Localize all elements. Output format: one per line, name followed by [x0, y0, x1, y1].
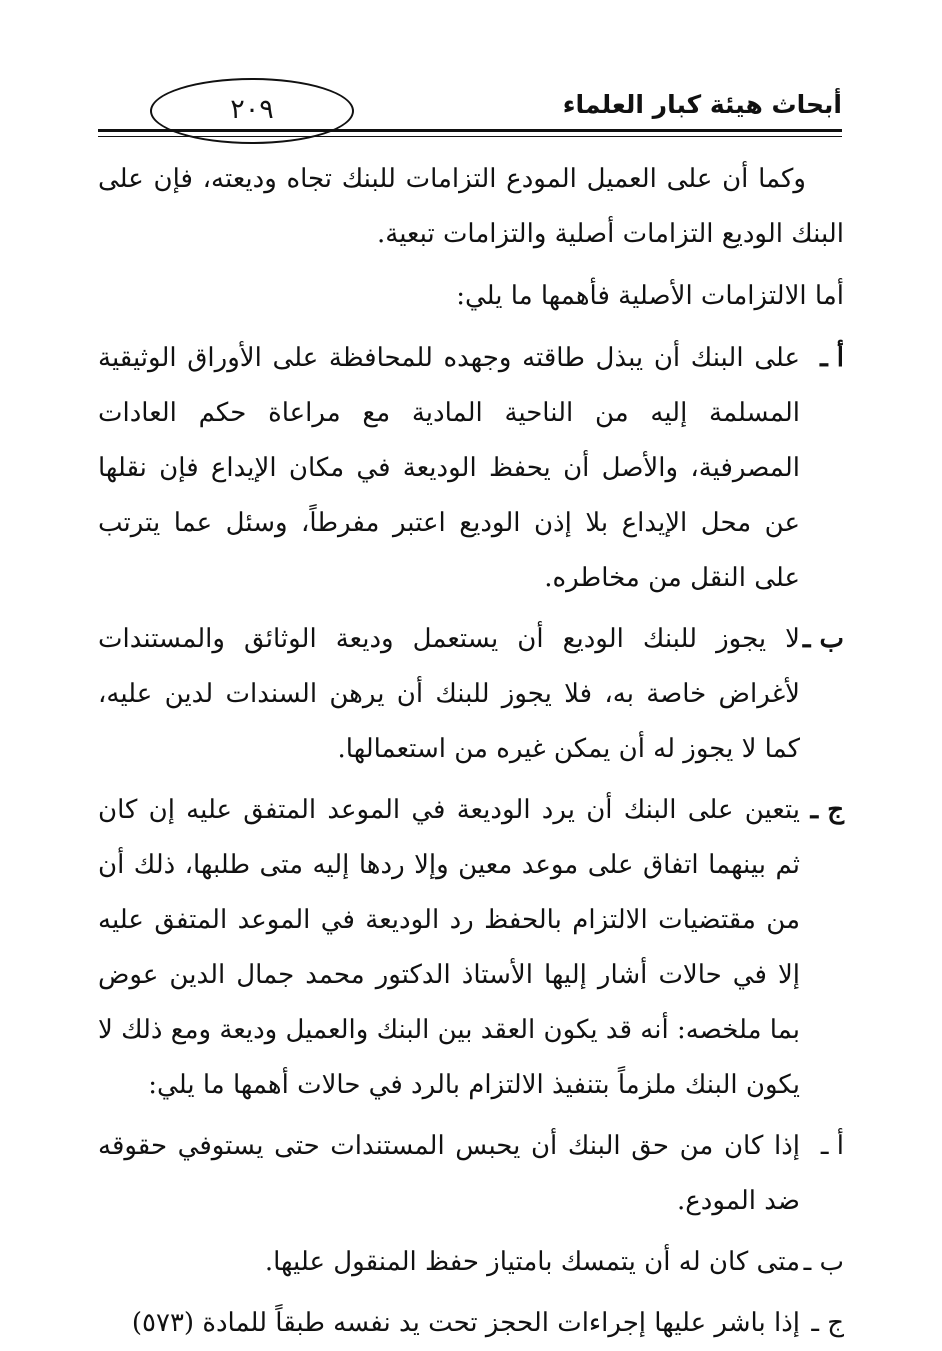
item-label: أ ـ — [820, 343, 844, 373]
item-text: لا يجوز للبنك الوديع أن يستعمل وديعة الوثائق والمستندات لأغراض خاصة به، فلا يجوز للبنك أن يرهن السندات لدين عليه، كما لا يجوز له أن يمكن غيره من استعمالها. — [98, 624, 800, 764]
page-header — [98, 72, 842, 152]
item-text: على البنك أن يبذل طاقته وجهده للمحافظة على الأوراق الوثيقية المسلمة إليه من الناحية المادية مع مراعاة حكم العادات المصرفية، والأصل أن يحفظ الوديعة في مكان الإيداع فإن نقلها عن محل الإيداع بلا إذن الوديع اعتبر مفرطاً، وسئل عما يترتب على النقل من مخاطره. — [98, 343, 800, 593]
running-title: أبحاث هيئة كبار العلماء — [562, 90, 842, 119]
subitem-text: إذا باشر عليها إجراءات الحجز تحت يد نفسه طبقاً للمادة (٥٧٣) — [131, 1308, 800, 1338]
subitem-text: متى كان له أن يتمسك بامتياز حفظ المنقول عليها. — [264, 1247, 800, 1277]
list-item — [98, 612, 844, 777]
subitem-text: إذا كان من حق البنك أن يحبس المستندات حتى يستوفي حقوقه ضد المودع. — [98, 1131, 800, 1216]
page-number: ٢٠٩ — [150, 78, 354, 144]
sub-list-item — [98, 1119, 844, 1229]
subitem-label: أ ـ — [820, 1131, 844, 1161]
item-label: ب ـ — [802, 624, 844, 654]
body-text — [98, 152, 844, 1351]
lead-paragraph: أما الالتزامات الأصلية فأهمها ما يلي: — [456, 281, 844, 311]
subitem-label: ب ـ — [803, 1247, 844, 1277]
intro-paragraph: وكما أن على العميل المودع التزامات للبنك تجاه وديعته، فإن على البنك الوديع التزامات أصلية والتزامات تبعية. — [98, 164, 844, 249]
header-rule-thick — [98, 129, 842, 132]
subitem-label: ج ـ — [811, 1308, 844, 1338]
list-item — [98, 783, 844, 1113]
header-rule-thin — [98, 136, 842, 137]
list-item — [98, 331, 844, 606]
item-label: ج ـ — [810, 795, 844, 825]
item-text: يتعين على البنك أن يرد الوديعة في الموعد المتفق عليه إن كان ثم بينهما اتفاق على موعد معين وإلا ردها إليه متى طلبها، ذلك أن من مقتضيات الالتزام بالحفظ رد الوديعة في الموعد المتفق عليه إلا في حالات أشار إليها الأستاذ الدكتور محمد جمال الدين عوض بما ملخصه: أنه قد يكون العقد بين البنك والعميل وديعة ومع ذلك لا يكون البنك ملزماً بتنفيذ الالتزام بالرد في حالات أهمها ما يلي: — [98, 795, 800, 1100]
sub-list-item — [98, 1235, 844, 1290]
sub-list-item — [98, 1296, 844, 1351]
